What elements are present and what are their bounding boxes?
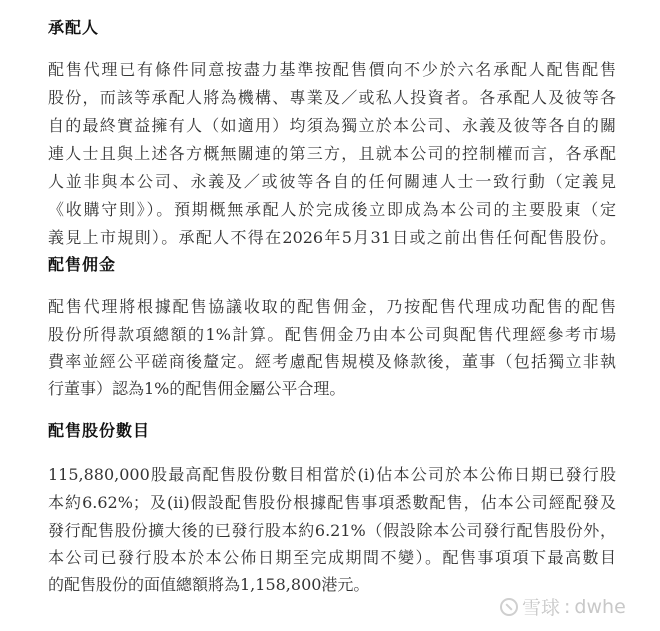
watermark — [500, 593, 626, 620]
paragraph-line: 發行配售股份擴大後的已發行股本約6.21%（假設除本公司發行配售股份外， — [48, 521, 616, 540]
watermark-brand: 雪球 — [522, 597, 561, 619]
paragraph-line: 股份，而該等承配人將為機構、專業及／或私人投資者。各承配人及彼等各 — [48, 88, 616, 107]
paragraph-line: 115,880,000股最高配售股份數目相當於(i)佔本公司於本公佈日期已發行股 — [48, 465, 616, 484]
paragraph-line: 連人士且與上述各方概無關連的第三方，且就本公司的控制權而言，各承配 — [48, 144, 616, 163]
paragraph-line: 配售代理已有條件同意按盡力基準按配售價向不少於六名承配人配售配售 — [48, 60, 616, 79]
paragraph-line: 費率並經公平磋商後釐定。經考慮配售規模及條款後，董事（包括獨立非執 — [48, 352, 616, 371]
section-heading-placees: 承配人 — [48, 18, 100, 37]
paragraph-line: 自的最終實益擁有人（如適用）均須為獨立於本公司、永義及彼等各自的關 — [48, 116, 616, 135]
paragraph-line: 配售代理將根據配售協議收取的配售佣金，乃按配售代理成功配售的配售 — [48, 297, 616, 316]
watermark-separator: : — [564, 595, 571, 618]
paragraph-line: 的配售股份的面值總額將為1,158,800港元。 — [48, 575, 370, 594]
paragraph-line: 人並非與本公司、永義及／或彼等各自的任何關連人士一致行動（定義見 — [48, 172, 616, 191]
xueqiu-logo-icon — [500, 598, 518, 616]
paragraph-line: 股份所得款項總額的1%計算。配售佣金乃由本公司與配售代理經參考市場 — [48, 325, 616, 344]
paragraph-line: 行董事）認為1%的配售佣金屬公平合理。 — [48, 379, 346, 398]
section-heading-placing-commission: 配售佣金 — [48, 255, 117, 274]
paragraph-line: 義見上市規則）。承配人不得在2026年5月31日或之前出售任何配售股份。 — [48, 228, 616, 247]
paragraph-line: 本約6.62%；及(ii)假設配售股份根據配售事項悉數配售，佔本公司經配發及 — [48, 493, 616, 512]
paragraph-line: 《收購守則》）。預期概無承配人於完成後立即成為本公司的主要股東（定 — [48, 200, 616, 219]
section-heading-number-of-placing-shares: 配售股份數目 — [48, 421, 151, 440]
watermark-user: dwhe — [574, 595, 626, 618]
paragraph-line: 本公司已發行股本於本公佈日期至完成期間不變）。配售事項項下最高數目 — [48, 548, 616, 567]
